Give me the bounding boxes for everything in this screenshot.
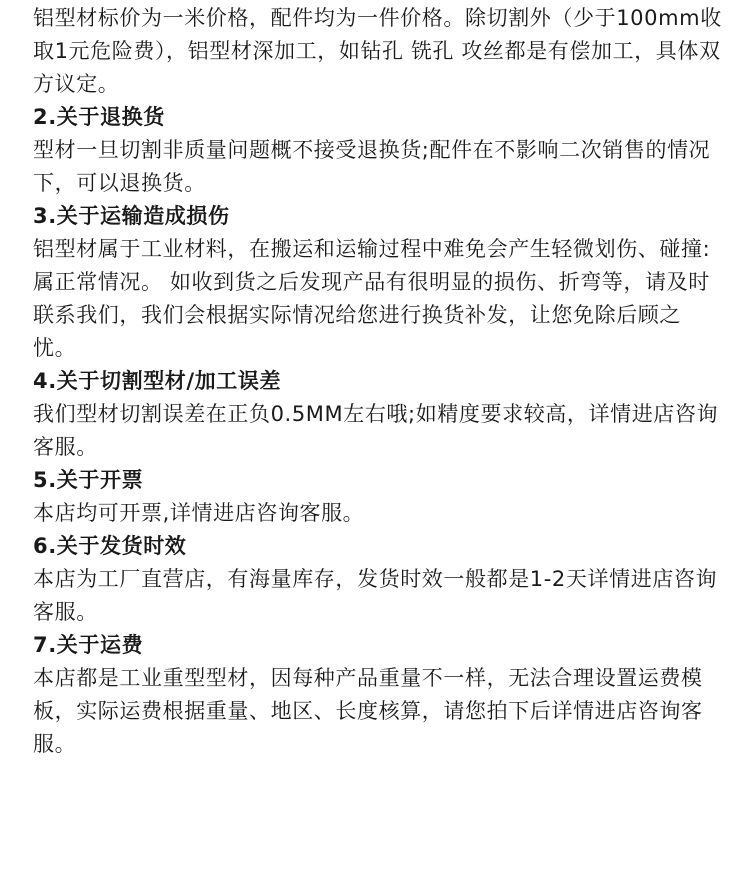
section-heading-cutting-error: 4.关于切割型材/加工误差 <box>33 369 282 393</box>
section-heading-delivery-time: 6.关于发货时效 <box>33 534 187 558</box>
section-body-cutting-error: 我们型材切割误差在正负0.5MM左右哦;如精度要求较高，详情进店咨询客服。 <box>33 402 719 459</box>
section-heading-freight: 7.关于运费 <box>33 633 144 657</box>
section-heading-returns: 2.关于退换货 <box>33 105 165 129</box>
section-body-delivery-time: 本店为工厂直营店，有海量库存，发货时效一般都是1-2天详情进店咨询客服。 <box>33 567 718 624</box>
section-body-freight: 本店都是工业重型型材，因每种产品重量不一样，无法合理设置运费模板，实际运费根据重量、地区、长度核算，请您拍下后详情进店咨询客服。 <box>33 666 703 756</box>
section-body-shipping-damage: 铝型材属于工业材料，在搬运和运输过程中难免会产生轻微划伤、碰撞:属正常情况。 如收到货之后发现产品有很明显的损伤、折弯等，请及时联系我们，我们会根据实际情况给您进行换货补发，让您免除后顾之忧。 <box>33 237 711 360</box>
section-heading-invoice: 5.关于开票 <box>33 468 144 492</box>
section-heading-shipping-damage: 3.关于运输造成损伤 <box>33 204 230 228</box>
policy-document <box>33 2 723 761</box>
section-body-invoice: 本店均可开票,详情进店咨询客服。 <box>33 501 365 525</box>
intro-paragraph: 铝型材标价为一米价格，配件均为一件价格。除切割外（少于100mm收取1元危险费），铝型材深加工，如钻孔 铣孔 攻丝都是有偿加工，具体双方议定。 <box>33 6 722 96</box>
section-body-returns: 型材一旦切割非质量问题概不接受退换货;配件在不影响二次销售的情况下，可以退换货。 <box>33 138 711 195</box>
